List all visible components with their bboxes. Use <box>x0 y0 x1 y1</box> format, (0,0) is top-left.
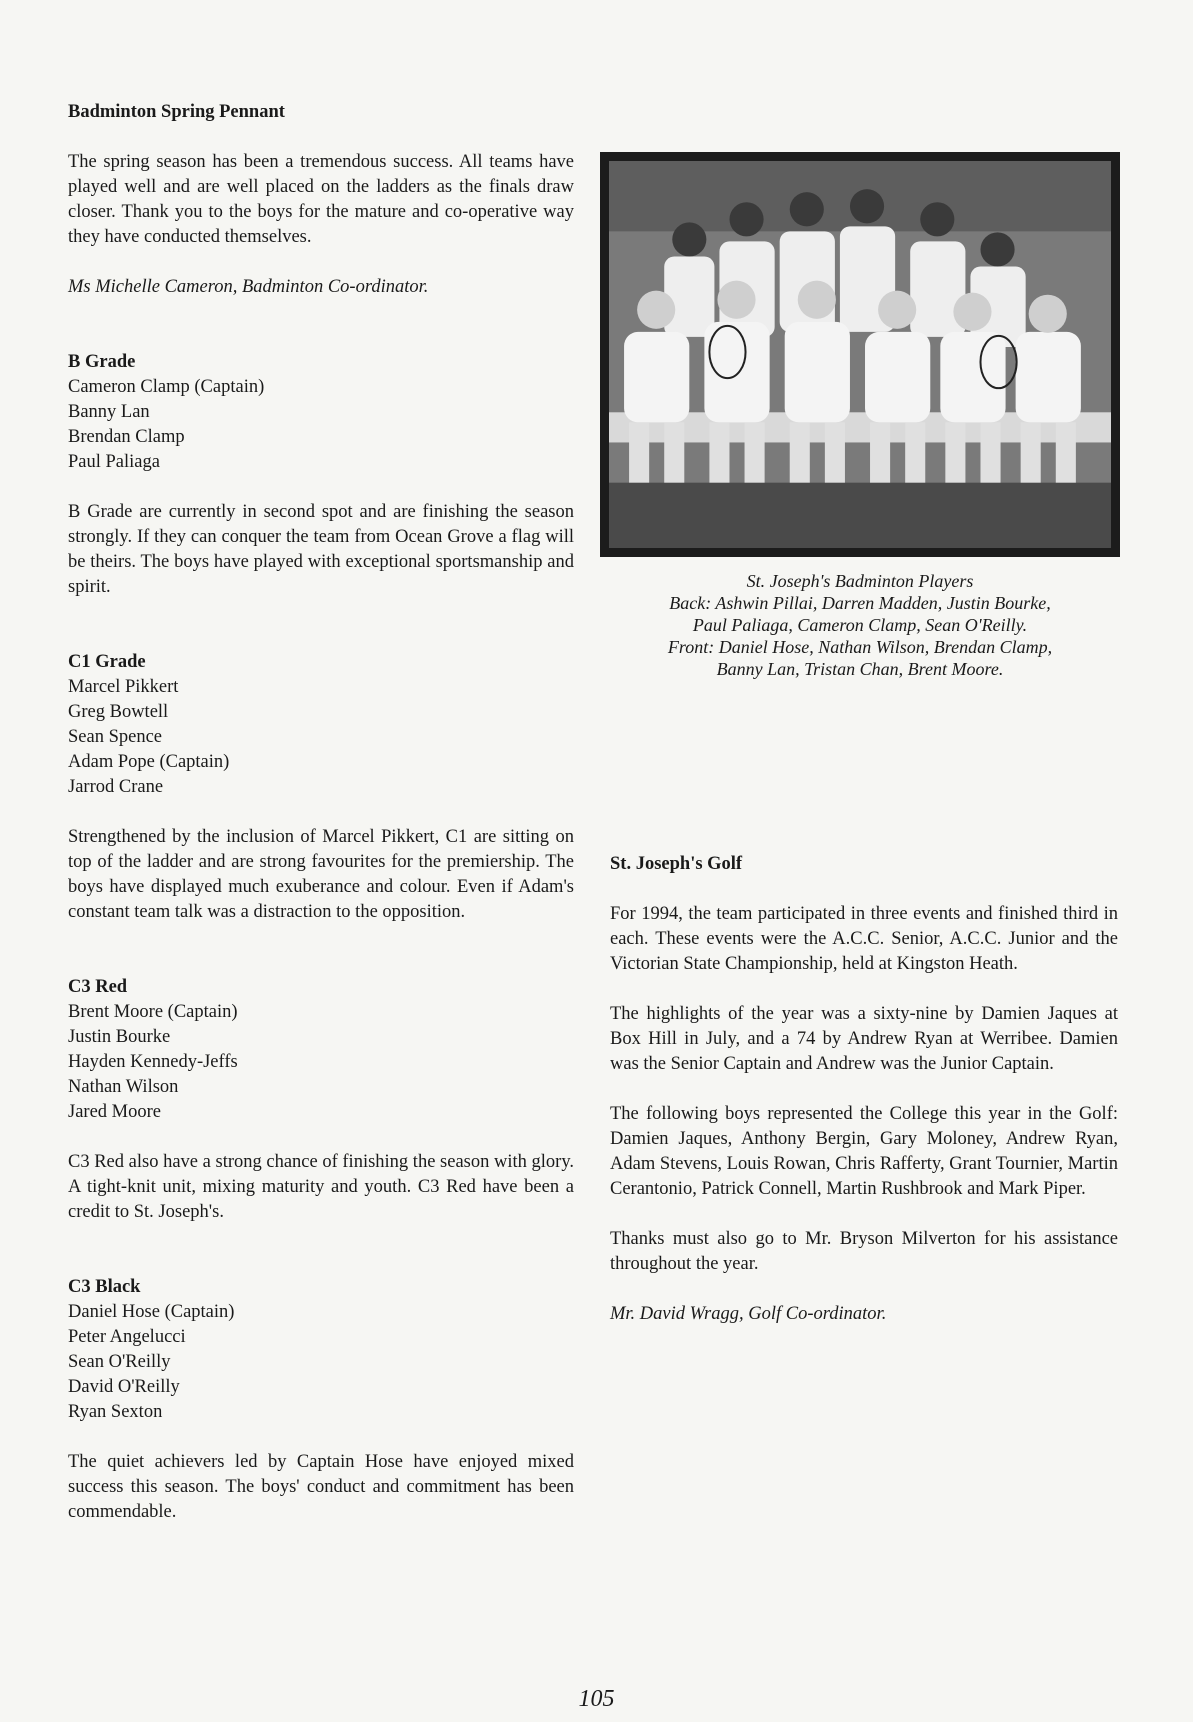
list-item: Paul Paliaga <box>68 452 160 472</box>
caption-title: St. Joseph's Badminton Players <box>746 571 974 591</box>
c1-grade-report: Strengthened by the inclusion of Marcel Pikkert, C1 are sitting on top of the ladder and are strong favourites for the premiership. The boys have displayed much exuberance and colour. Even if Adam's constant team talk was a distraction to the opposition. <box>68 827 574 922</box>
b-grade-report: B Grade are currently in second spot and are finishing the season strongly. If they can conquer the team from Ocean Grove a flag will be theirs. The boys have played with exceptional sportsmanship and spirit. <box>68 502 574 597</box>
list-item: Brendan Clamp <box>68 427 185 447</box>
list-item: Marcel Pikkert <box>68 677 179 697</box>
golf-paragraph-3: The following boys represented the College this year in the Golf: Damien Jaques, Anthony Bergin, Gary Moloney, Andrew Ryan, Adam Stevens, Louis Rowan, Chris Rafferty, Grant Tournier, Martin Cerantonio, Patrick Connell, Martin Rushbrook and Mark Piper. <box>610 1104 1118 1199</box>
team-photo-drawing <box>609 161 1111 548</box>
list-item: Sean Spence <box>68 727 163 747</box>
list-item: Adam Pope (Captain) <box>68 752 230 772</box>
list-item: Banny Lan <box>68 402 150 422</box>
b-grade-roster <box>68 375 574 475</box>
list-item: Peter Angelucci <box>68 1327 186 1347</box>
list-item: Jared Moore <box>68 1102 161 1122</box>
badminton-intro: The spring season has been a tremendous success. All teams have played well and are well placed on the ladders as the finals draw closer. Thank you to the boys for the mature and co-operative way they have conducted themselves. <box>68 152 574 247</box>
golf-paragraph-2: The highlights of the year was a sixty-nine by Damien Jaques at Box Hill in July, and a 74 by Andrew Ryan at Werribee. Damien was the Senior Captain and Andrew was the Junior Captain. <box>610 1004 1118 1074</box>
list-item: Cameron Clamp (Captain) <box>68 377 265 397</box>
c3-black-roster <box>68 1300 574 1425</box>
badminton-signature: Ms Michelle Cameron, Badminton Co-ordinator. <box>68 277 429 297</box>
c3-black-title: C3 Black <box>68 1277 141 1297</box>
caption-front-names-2: Banny Lan, Tristan Chan, Brent Moore. <box>716 659 1004 679</box>
team-photo <box>600 152 1120 557</box>
photo-caption <box>600 570 1120 680</box>
c3-red-roster <box>68 1000 574 1125</box>
golf-paragraph-4: Thanks must also go to Mr. Bryson Milverton for his assistance throughout the year. <box>610 1229 1118 1274</box>
caption-back-names-2: Paul Paliaga, Cameron Clamp, Sean O'Reilly. <box>692 615 1028 635</box>
list-item: Justin Bourke <box>68 1027 171 1047</box>
list-item: Greg Bowtell <box>68 702 169 722</box>
b-grade-title: B Grade <box>68 352 136 372</box>
list-item: Brent Moore (Captain) <box>68 1002 238 1022</box>
golf-paragraph-1: For 1994, the team participated in three events and finished third in each. These events were the A.C.C. Senior, A.C.C. Junior and the Victorian State Championship, held at Kingston Heath. <box>610 904 1118 974</box>
c3-black-report: The quiet achievers led by Captain Hose have enjoyed mixed success this season. The boys' conduct and commitment has been commendable. <box>68 1452 574 1522</box>
list-item: Nathan Wilson <box>68 1077 179 1097</box>
caption-back-label: Back: <box>669 593 712 613</box>
caption-front-row <box>600 636 1120 658</box>
page-number: 105 <box>578 1686 615 1712</box>
caption-front-label: Front: <box>667 637 715 657</box>
list-item: Hayden Kennedy-Jeffs <box>68 1052 238 1072</box>
caption-front-names: Daniel Hose, Nathan Wilson, Brendan Clamp, <box>718 637 1053 657</box>
c1-grade-title: C1 Grade <box>68 652 146 672</box>
list-item: David O'Reilly <box>68 1377 180 1397</box>
team-photo-image <box>609 161 1111 548</box>
c3-red-title: C3 Red <box>68 977 128 997</box>
golf-signature: Mr. David Wragg, Golf Co-ordinator. <box>610 1304 887 1324</box>
c3-red-report: C3 Red also have a strong chance of finishing the season with glory. A tight-knit unit, mixing maturity and youth. C3 Red have been a credit to St. Joseph's. <box>68 1152 574 1222</box>
golf-section <box>610 852 1118 1327</box>
badminton-title: Badminton Spring Pennant <box>68 102 285 122</box>
left-column <box>68 100 574 1525</box>
golf-title: St. Joseph's Golf <box>610 854 743 874</box>
list-item: Daniel Hose (Captain) <box>68 1302 235 1322</box>
caption-back-names: Ashwin Pillai, Darren Madden, Justin Bourke, <box>715 593 1051 613</box>
list-item: Jarrod Crane <box>68 777 164 797</box>
c1-grade-roster <box>68 675 574 800</box>
list-item: Sean O'Reilly <box>68 1352 171 1372</box>
list-item: Ryan Sexton <box>68 1402 163 1422</box>
caption-back-row <box>600 592 1120 614</box>
